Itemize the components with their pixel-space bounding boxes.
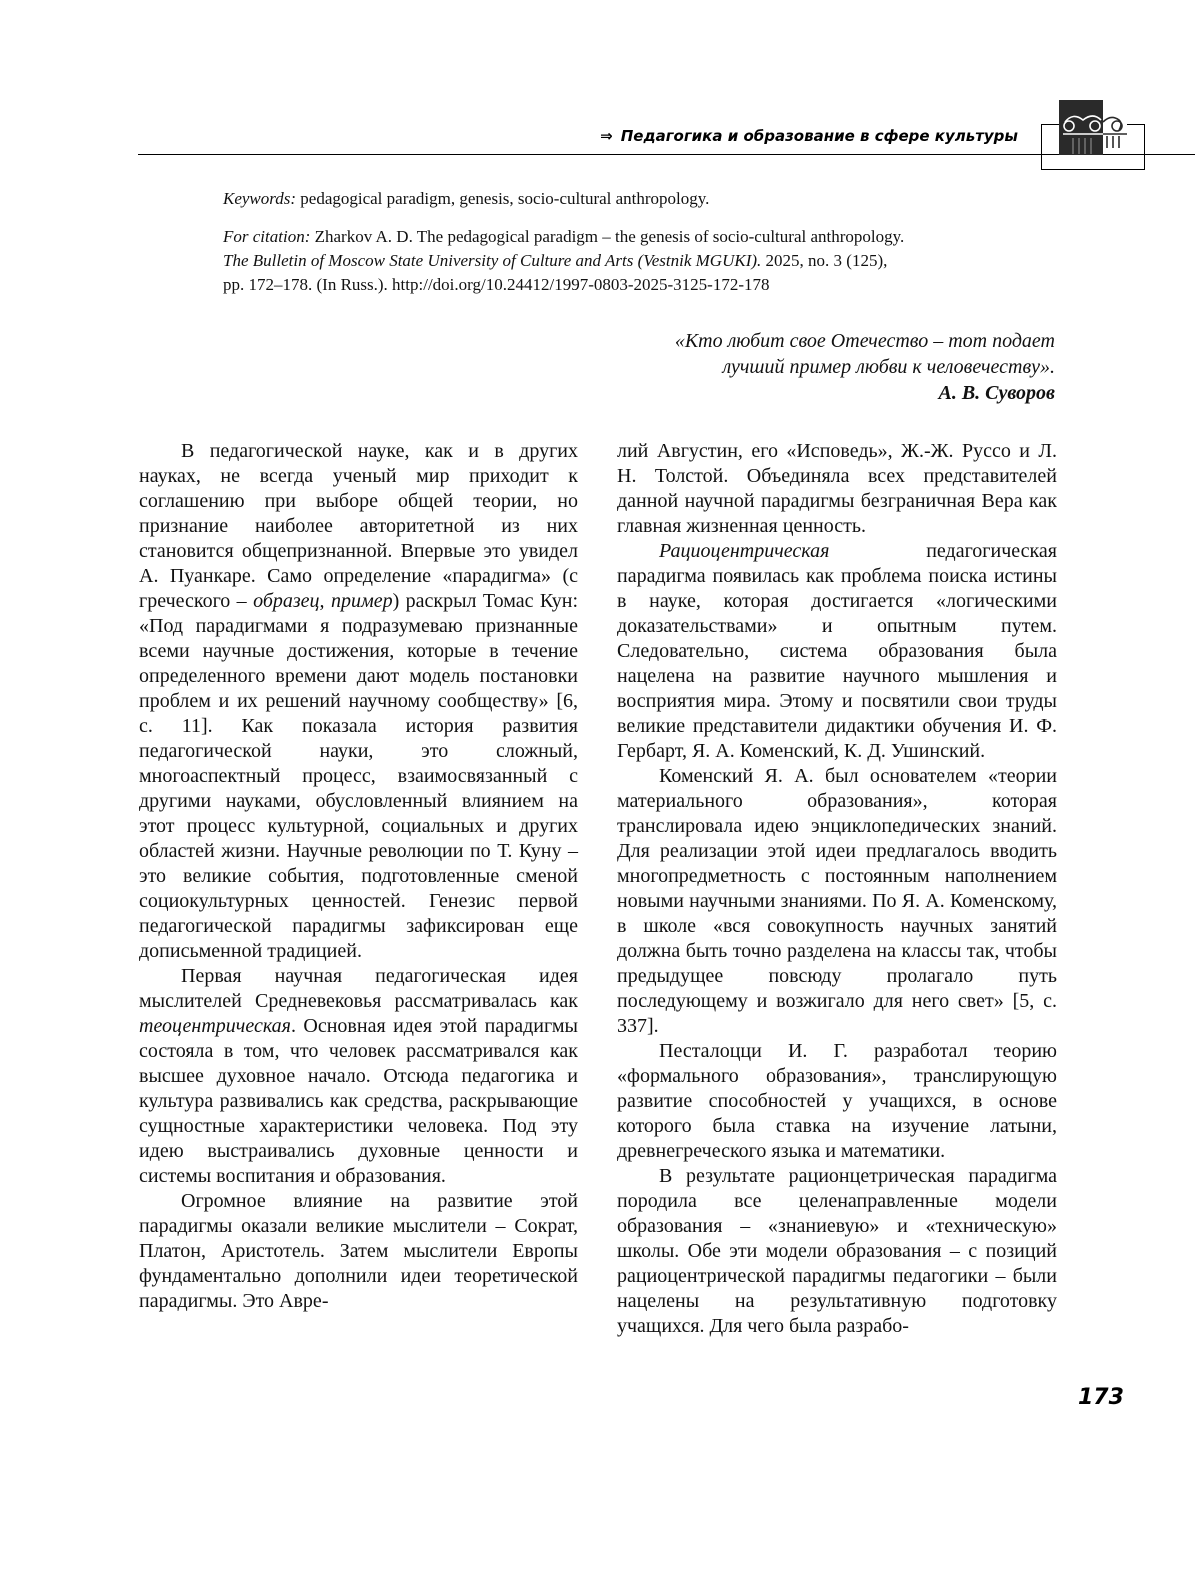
body-column-left bbox=[139, 439, 578, 1314]
citation-text: Zharkov A. D. The pedagogical paradigm – the genesis of socio-cultural anthropology. bbox=[310, 227, 905, 246]
text-run: Первая научная педагогическая идея мыслителей Средневековья рассматривалась как bbox=[139, 965, 578, 1012]
double-arrow-icon: ⇒ bbox=[600, 127, 613, 145]
column-capital-icon bbox=[1059, 100, 1129, 155]
text-run: педагогическая парадигма появилась как проблема поиска истины в науке, которая достигается «логическими доказательствами» и опытным путем. Следовательно, система образования была нацелена на развитие научного мышления и восприятия мира. Этому и посвятили свои труды великие представители дидактики обучения И. Ф. Гербарт, Я. А. Коменский, К. Д. Ушинский. bbox=[617, 540, 1057, 762]
citation bbox=[223, 225, 1063, 297]
epigraph bbox=[455, 328, 1055, 406]
paragraph: Коменский Я. А. был основателем «теории материального образования», которая транслировала идею энциклопедических знаний. Для реализации этой идеи предлагалось вводить многопредметность с постоянным наполнением новыми научными знаниями. По Я. А. Коменскому, в школе «вся совокупность научных занятий должна быть точно разделена на классы так, чтобы предыдущее повсюду пролагало путь последующему и возжигало для него свет» [5, с. 337]. bbox=[617, 765, 1057, 1037]
keywords-text: pedagogical paradigm, genesis, socio-cultural anthropology. bbox=[296, 189, 710, 208]
text-run: . Основная идея этой парадигмы состояла в том, что человек рассматривался как высшее духовное начало. Отсюда педагогика и культура развивались как средства, раскрывающие сущностные характеристики человека. Под эту идею выстраивались духовные ценности и системы воспитания и образования. bbox=[139, 1015, 578, 1187]
paragraph: Песталоцци И. Г. разработал теорию «формального образования», транслирующую развитие способностей у учащихся, в основе которого была ставка на изучение латыни, древнегреческого языка и математики. bbox=[617, 1040, 1057, 1162]
paragraph bbox=[617, 539, 1057, 764]
keywords-label: Keywords: bbox=[223, 189, 297, 208]
paragraph: лий Августин, его «Исповедь», Ж.-Ж. Руссо и Л. Н. Толстой. Объединяла всех представителей данной научной парадигмы безграничная Вера как главная жизненная ценность. bbox=[617, 440, 1057, 537]
text-run: В педагогической науке, как и в других науках, не всегда ученый мир приходит к соглашению при выборе общей теории, но признание наиболее авторитетной из них становится общепризнанной. Впервые это увидел А. Пуанкаре. Само определение «парадигма» (с греческого – bbox=[139, 440, 578, 612]
paragraph: В результате рационцетрическая парадигма породила все целенаправленные модели образования – «знаниевую» и «техническую» школы. Обе эти модели образования – с позиций рациоцентрической парадигмы педагогики – были нацелены на результативную подготовку учащихся. Для чего была разрабо- bbox=[617, 1165, 1057, 1337]
citation-line-2 bbox=[223, 249, 1063, 273]
citation-label: For citation: bbox=[223, 227, 311, 246]
citation-doi: pp. 172–178. (In Russ.). http://doi.org/10.24412/1997-0803-2025-3125-172-178 bbox=[223, 275, 770, 294]
section-title bbox=[600, 127, 1018, 145]
keywords bbox=[223, 187, 1063, 211]
epigraph-author: А. В. Суворов bbox=[938, 382, 1055, 404]
emphasis: теоцентрическая bbox=[139, 1015, 291, 1037]
citation-journal: The Bulletin of Moscow State University of Culture and Arts (Vestnik MGUKI). bbox=[223, 251, 762, 270]
emphasis: Рациоцентрическая bbox=[659, 540, 830, 562]
header-rule bbox=[138, 154, 1195, 155]
section-title-text: Педагогика и образование в сфере культуры bbox=[620, 127, 1018, 145]
emphasis: образец, пример bbox=[253, 590, 393, 612]
paragraph bbox=[139, 439, 578, 964]
citation-line-1 bbox=[223, 225, 1063, 249]
epigraph-line-1: «Кто любит свое Отечество – тот подает bbox=[674, 330, 1055, 352]
text-run: ) раскрыл Томас Кун: «Под парадигмами я подразумеваю признанные всеми научные достижения, которые в течение определенного времени дают модель постановки проблем и их решений научному сообществу» [6, с. 11]. Как показала история развития педагогической науки, это сложный, многоаспектный процесс, взаимосвязанный с другими науками, обусловленный влиянием на этот процесс культурной, социальных и других областей жизни. Научные революции по Т. Куну – это великие события, подготовленные сменой социокультурных ценностей. Генезис первой педагогической парадигмы зафиксирован еще дописьменной традицией. bbox=[139, 590, 579, 962]
epigraph-line-2: лучший пример любви к человечеству». bbox=[722, 356, 1055, 378]
running-header bbox=[0, 0, 1200, 175]
citation-issue: 2025, no. 3 (125), bbox=[761, 251, 888, 270]
page-number: 173 bbox=[1078, 1385, 1124, 1410]
paragraph bbox=[139, 964, 578, 1189]
body-column-right bbox=[617, 439, 1057, 1339]
paragraph: Огромное влияние на развитие этой парадигмы оказали великие мыслители – Сократ, Платон, Аристотель. Затем мыслители Европы фундаментально дополнили идеи теоретической парадигмы. Это Авре- bbox=[139, 1190, 578, 1312]
